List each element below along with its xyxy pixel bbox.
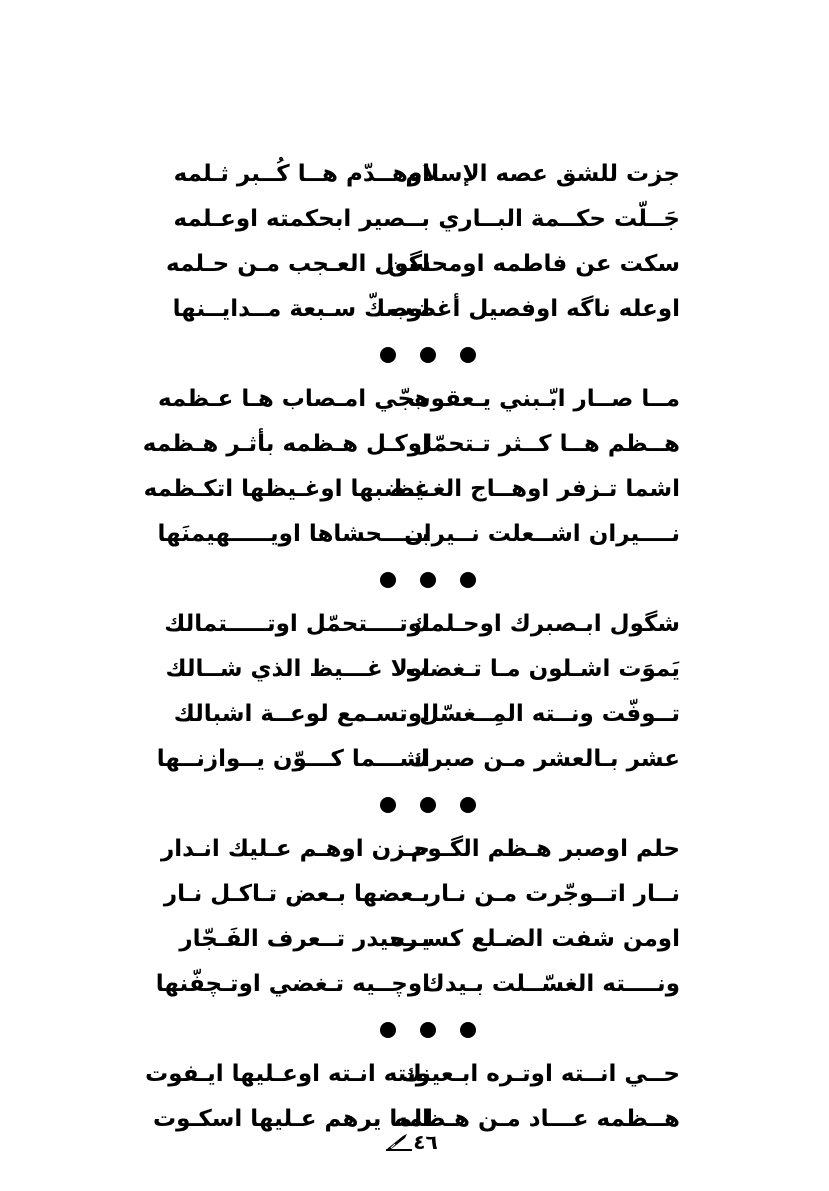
stanza-separator xyxy=(150,557,680,602)
separator-dot xyxy=(420,797,436,813)
page-footer xyxy=(0,1130,829,1154)
second-hemistich: اوكـل هـظمه بأثـر هـظمه xyxy=(142,431,430,457)
verse-line xyxy=(150,602,680,647)
first-hemistich: نــار اتــوجّرت مـن نـار xyxy=(427,881,680,907)
separator-dot xyxy=(460,1022,476,1038)
verse-line xyxy=(150,737,680,782)
second-hemistich: اوهــدّم هــا كُــبر ثـلمه xyxy=(173,161,430,187)
verse-line xyxy=(145,1052,680,1097)
verse-line xyxy=(150,917,680,962)
first-hemistich: مــا صــار ابّـبني يـعقوب xyxy=(407,386,680,412)
verse-line xyxy=(150,152,680,197)
verse-line xyxy=(150,647,680,692)
separator-dot xyxy=(380,1022,396,1038)
separator-dot xyxy=(420,572,436,588)
separator-dot xyxy=(380,797,396,813)
first-hemistich: اوعله ناگه اوفصيل أغضب xyxy=(389,296,680,322)
first-hemistich: جزت للشق عصه الإسلام xyxy=(405,161,680,187)
first-hemistich: هــظم هــا كــثر تـتحمّل xyxy=(412,431,680,457)
first-hemistich: يَموَت اشـلون مـا تـغضب xyxy=(405,656,680,682)
separator-dot xyxy=(420,1022,436,1038)
verse-line xyxy=(150,872,680,917)
second-hemistich: اوتــــتحمّل اوتـــــتمالك xyxy=(164,611,430,637)
second-hemistich: يــحيدر تــعرف الفَـجّار xyxy=(179,926,430,952)
second-hemistich: اگول العـجب مـن حـلمه xyxy=(166,251,430,277)
page-number: ٤٦ xyxy=(413,1130,438,1154)
second-hemistich: بـعضها بـعض تـاكـل نـار xyxy=(163,881,430,907)
verse-line xyxy=(150,962,680,1007)
verse-line xyxy=(150,377,680,422)
first-hemistich: حــي انــته اوتـره ابـعينك xyxy=(400,1061,680,1087)
second-hemistich: اشـــما كـــوّن يــوازنــها xyxy=(156,746,430,772)
first-hemistich: اشما تـزفر اوهــاج الغـيظ xyxy=(390,476,680,502)
verse-line xyxy=(150,242,680,287)
second-hemistich: الما يرهم عـليها اسكـوت xyxy=(153,1106,430,1132)
first-hemistich: نــــيران اشــعلت نــيران xyxy=(404,521,680,547)
second-hemistich: غـضبها اوغـيظها اتكـظمه xyxy=(143,476,430,502)
second-hemistich: اوتسـمع لوعــة اشبالك xyxy=(173,701,430,727)
stanza-separator xyxy=(150,1007,680,1052)
second-hemistich: بـــــحشاها اويـــــهيمنَها xyxy=(157,521,430,547)
separator-dot xyxy=(460,572,476,588)
first-hemistich: هــظمه عـــاد مـن هـظمه xyxy=(394,1106,680,1132)
verse-line xyxy=(150,827,680,872)
stanza-separator xyxy=(150,782,680,827)
verse-line xyxy=(142,422,680,467)
second-hemistich: اولا غـــيظ الذي شــالك xyxy=(165,656,430,682)
poem-body xyxy=(142,152,680,1142)
second-hemistich: هجّي امـصاب هـا عـظمه xyxy=(157,386,430,412)
separator-dot xyxy=(460,797,476,813)
verse-line xyxy=(150,287,680,332)
verse-line xyxy=(150,197,680,242)
separator-dot xyxy=(460,347,476,363)
first-hemistich: ونــــته الغسّــلت بـيدك xyxy=(423,971,680,997)
pen-icon xyxy=(385,1132,413,1152)
stanza-separator xyxy=(150,332,680,377)
first-hemistich: اومن شفت الضـلع كسـره xyxy=(390,926,680,952)
second-hemistich: اوصكّ سـبعة مــدايــنها xyxy=(172,296,430,322)
first-hemistich: جَــلّت حكــمة البــاري xyxy=(438,206,680,232)
verse-line xyxy=(150,692,680,737)
second-hemistich: ونته انـته اوعـليها ايـفوت xyxy=(145,1061,430,1087)
separator-dot xyxy=(420,347,436,363)
first-hemistich: تــوفّت ونــته المِــغسّل xyxy=(419,701,680,727)
second-hemistich: حـزن اوهـم عـليك انـدار xyxy=(161,836,430,862)
first-hemistich: عشر بـالعشر مـن صبرك xyxy=(408,746,680,772)
verse-line xyxy=(143,467,680,512)
second-hemistich: اوچــيه تـغضي اوتـچفّنها xyxy=(155,971,430,997)
separator-dot xyxy=(380,347,396,363)
second-hemistich: بــصير ابحكمته اوعـلمه xyxy=(173,206,430,232)
verse-line xyxy=(150,512,680,557)
first-hemistich: حلم اوصبر هـظم الگـوم xyxy=(410,836,680,862)
first-hemistich: شگول ابـصبرك اوحـلمك xyxy=(408,611,680,637)
separator-dot xyxy=(380,572,396,588)
first-hemistich: سكت عن فاطمه اومحسن xyxy=(387,251,680,277)
